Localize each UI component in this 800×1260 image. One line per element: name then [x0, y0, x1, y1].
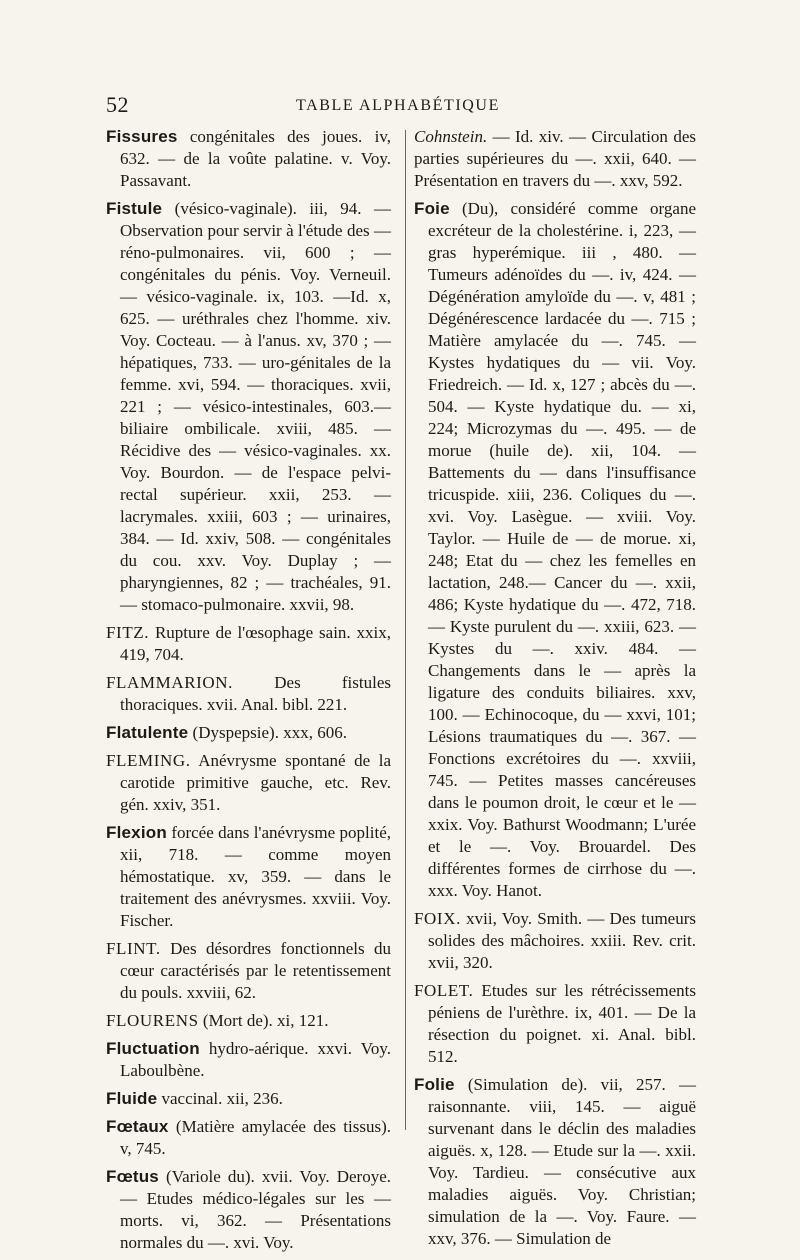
index-entry [414, 980, 696, 1068]
entry-text: congénitales des joues. iv, 632. — de la voûte palatine. v. Voy. Passavant. [120, 127, 391, 190]
entry-headword: Flexion [106, 823, 167, 842]
entry-text: forcée dans l'anévrysme poplité, xii, 718. — comme moyen hémostatique. xv, 359. — dans le traitement des anévrysmes. xxviii. Voy. Fischer. [120, 823, 391, 930]
entry-headword: FOLET. [414, 981, 474, 1000]
entry-text: Des désordres fonctionnels du cœur caractérisés par le retentissement du pouls. xxviii, 62. [120, 939, 391, 1002]
entry-text: (Dyspepsie). xxx, 606. [188, 723, 347, 742]
entry-text: Anévrysme spontané de la carotide primitive gauche, etc. Rev. gén. xxiv, 351. [120, 751, 391, 814]
index-entry-continued [414, 126, 696, 192]
index-entry [106, 1166, 391, 1254]
index-entry [106, 722, 391, 744]
index-entry [106, 938, 391, 1004]
entry-text: (Du), considéré comme organe excréteur de la cholestérine. i, 223, — gras hyperémique. iii , 480. — Tumeurs adénoïdes du —. iv, 424. — Dégénération amyloïde du —. v, 481 ; Dégénérescence lardacée du —. 715 ; Matière amylacée du —. 745. — Kystes hydatiques du — vii. Voy. Friedreich. — Id. x, 127 ; abcès du —. 504. — Kyste hydatique du. — xi, 224; Microzymas du —. 495. — de morue (huile de). xii, 104. — Battements du — dans l'insuffisance tricuspide. xiii, 236. Coliques du —. xvi. Voy. Lasègue. — xviii. Voy. Taylor. — Huile de — de morue. xi, 248; Etat du — chez les femelles en lactation, 248.— Cancer du —. xxii, 486; Kyste hydatique du —. 472, 718.— Kyste purulent du —. xxiii, 623. — Kystes du —. xxiv. 484. — Changements dans le — après la ligature des conduits biliaires. xxv, 100. — Echinocoque, du — xxvi, 101; Lésions traumatiques du —. 367. — Fonctions excrétoires du —. xxviii, 745. — Petites masses cancéreuses dans le poumon droit, le cœur et le — xxix. Voy. Bathurst Woodmann; L'urée et le —. Voy. Brouardel. Des différentes formes de cirrhose du —. xxx. Voy. Hanot. [428, 199, 696, 900]
entry-headword: FOIX. [414, 909, 461, 928]
entry-headword: Fistule [106, 199, 163, 218]
index-entry [106, 126, 391, 192]
entry-headword: Cohnstein. [414, 127, 488, 146]
index-entry [106, 672, 391, 716]
left-column [106, 126, 391, 1260]
entry-text: Etudes sur les rétrécissements péniens de l'urèthre. ix, 401. — De la résection du poignet. xi. Anal. bibl. 512. [428, 981, 696, 1066]
entry-headword: FITZ. [106, 623, 150, 642]
entry-text: (Mort de). xi, 121. [198, 1011, 329, 1030]
index-entry [106, 1038, 391, 1082]
entry-headword: Fœtaux [106, 1117, 169, 1136]
entry-headword: FLAMMARION. [106, 673, 234, 692]
index-entry [106, 1088, 391, 1110]
entry-headword: FLOURENS [106, 1011, 199, 1030]
index-entry [414, 198, 696, 902]
entry-headword: Fœtus [106, 1167, 159, 1186]
entry-text: (Matière amylacée des tissus). v, 745. [120, 1117, 391, 1158]
entry-text: Rupture de l'œsophage sain. xxix, 419, 704. [120, 623, 391, 664]
entry-headword: Flatulente [106, 723, 189, 742]
entry-text: (Variole du). xvii. Voy. Deroye. — Etudes médico-légales sur les — morts. vi, 362. — Présentations normales du —. xvi. Voy. [120, 1167, 391, 1252]
index-entry [106, 1010, 391, 1032]
entry-text: (vésico-vaginale). iii, 94. — Observation pour servir à l'étude des — réno-pulmonaires. vii, 600 ; — congénitales du pénis. Voy. Verneuil. — vésico-vaginale. ix, 103. —Id. x, 625. — uréthrales chez l'homme. xiv. Voy. Cocteau. — à l'anus. xv, 370 ; — hépatiques, 733. — uro-génitales de la femme. xvi, 594. — thoraciques. xvii, 221 ; — vésico-intestinales, 603.— biliaire ombilicale. xviii, 485. — Récidive des — vésico-vaginales. xx. Voy. Bourdon. — de l'espace pelvi-rectal supérieur. xxii, 253. — lacrymales. xxiii, 603 ; — urinaires, 384. — Id. xxiv, 508. — congénitales du cou. xxv. Voy. Duplay ; — pharyngiennes, 82 ; — trachéales, 91. — stomaco-pulmonaire. xxvii, 98. [120, 199, 391, 614]
running-head: TABLE ALPHABÉTIQUE [296, 97, 500, 114]
entry-headword: Foie [414, 199, 450, 218]
entry-text: — Id. xiv. — Circulation des parties supérieures du —. xxii, 640. — Présentation en travers du —. xxv, 592. [414, 127, 696, 190]
entry-headword: Fluctuation [106, 1039, 200, 1058]
index-entry [106, 198, 391, 616]
entry-text: vaccinal. xii, 236. [157, 1089, 283, 1108]
entry-text: hydro-aérique. xxvi. Voy. Laboulbène. [120, 1039, 391, 1080]
entry-headword: Folie [414, 1075, 455, 1094]
index-entry [106, 750, 391, 816]
entry-text: (Simulation de). vii, 257. — raisonnante. viii, 145. — aiguë survenant dans le déclin des maladies aiguës. x, 128. — Etude sur la —. xxii. Voy. Tardieu. — consécutive aux maladies aiguës. Voy. Christian; simulation de la —. Voy. Faure. — xxv, 376. — Simulation de [428, 1075, 696, 1248]
entry-headword: FLEMING. [106, 751, 191, 770]
index-entry [414, 1074, 696, 1250]
entry-headword: Fluide [106, 1089, 158, 1108]
entry-text: Des fistules thoraciques. xvii. Anal. bibl. 221. [120, 673, 391, 714]
entry-text: xvii, Voy. Smith. — Des tumeurs solides des mâchoires. xxiii. Rev. crit. xvii, 320. [428, 909, 696, 972]
index-entry [106, 622, 391, 666]
index-entry [414, 908, 696, 974]
column-rule [405, 130, 406, 1130]
entry-headword: Fissures [106, 127, 178, 146]
page-number: 52 [106, 92, 129, 117]
entry-headword: FLINT. [106, 939, 161, 958]
index-entry [106, 1116, 391, 1160]
right-column [414, 126, 696, 1256]
index-entry [106, 822, 391, 932]
